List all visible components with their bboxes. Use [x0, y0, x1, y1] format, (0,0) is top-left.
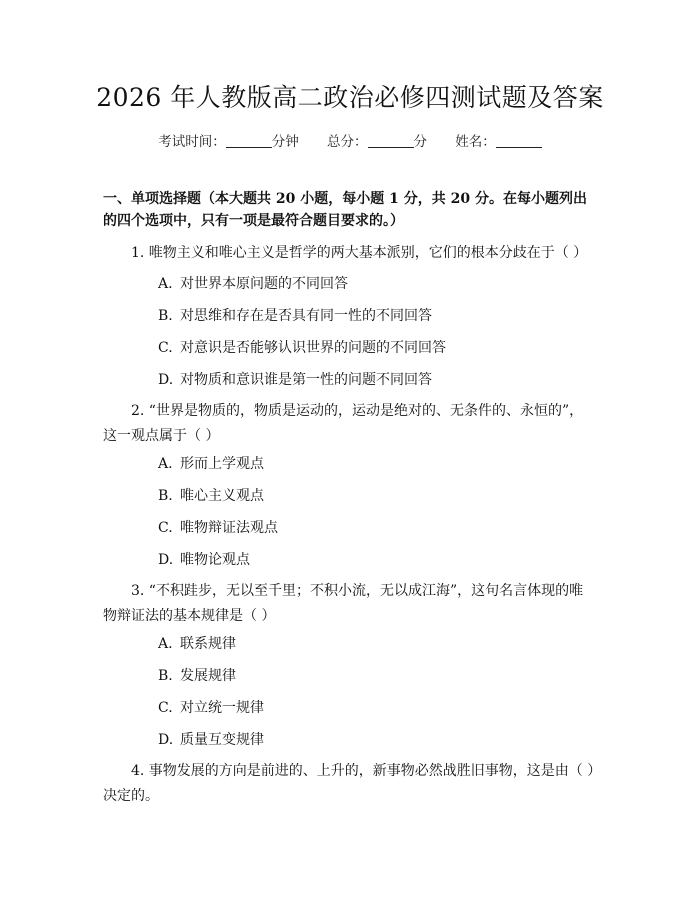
- option-letter: D.: [158, 372, 174, 388]
- option-letter: B.: [158, 488, 173, 504]
- option-text: 发展规律: [180, 668, 236, 684]
- option-1a: [158, 274, 598, 294]
- option-3b: [158, 666, 598, 686]
- option-1b: [158, 306, 598, 326]
- question-stem: 4. 事物发展的方向是前进的、上升的，新事物必然战胜旧事物，这是由（ ）决定的。: [103, 763, 595, 804]
- exam-time-blank: [226, 133, 272, 148]
- total-score-blank: [368, 133, 414, 148]
- option-text: 对意识是否能够认识世界的问题的不同回答: [180, 340, 446, 356]
- option-2a: [158, 454, 598, 474]
- option-text: 唯物论观点: [180, 552, 250, 568]
- option-1c: [158, 338, 598, 358]
- option-3d: [158, 730, 598, 750]
- option-text: 形而上学观点: [180, 456, 264, 472]
- option-letter: C.: [158, 700, 173, 716]
- option-text: 唯心主义观点: [180, 488, 264, 504]
- question-stem: 3. “不积跬步，无以至千里；不积小流，无以成江海”，这句名言体现的唯物辩证法的基本规律是（ ）: [103, 583, 584, 624]
- option-letter: D.: [158, 552, 174, 568]
- option-text: 对立统一规律: [180, 700, 264, 716]
- total-score-unit: 分: [413, 134, 427, 150]
- option-letter: A.: [158, 636, 173, 652]
- option-3c: [158, 698, 598, 718]
- exam-time-label: 考试时间：: [158, 134, 226, 150]
- question-stem: 1. 唯物主义和唯心主义是哲学的两大基本派别，它们的根本分歧在于（ ）: [131, 245, 588, 261]
- question-stem: 2. “世界是物质的，物质是运动的，运动是绝对的、无条件的、永恒的”，这一观点属于（ ）: [103, 403, 584, 444]
- option-text: 对思维和存在是否具有同一性的不同回答: [180, 308, 432, 324]
- total-score-field: [327, 132, 427, 152]
- option-letter: C.: [158, 340, 173, 356]
- option-text: 对世界本原问题的不同回答: [180, 276, 348, 292]
- exam-info-line: [0, 132, 700, 152]
- option-letter: B.: [158, 308, 173, 324]
- section-heading: 一、单项选择题（本大题共 20 小题，每小题 1 分，共 20 分。在每小题列出的四个选项中，只有一项是最符合题目要求的。）: [103, 191, 587, 229]
- option-letter: A.: [158, 456, 173, 472]
- question-2: [103, 399, 597, 449]
- option-text: 联系规律: [180, 636, 236, 652]
- exam-time-field: [158, 132, 299, 152]
- option-text: 对物质和意识谁是第一性的问题不同回答: [180, 372, 432, 388]
- total-score-label: 总分：: [327, 134, 368, 150]
- question-4: [103, 759, 597, 809]
- option-text: 唯物辩证法观点: [180, 520, 278, 536]
- document-title: 2026 年人教版高二政治必修四测试题及答案: [96, 83, 604, 112]
- option-2c: [158, 518, 598, 538]
- question-3: [103, 579, 597, 629]
- exam-time-unit: 分钟: [271, 134, 299, 150]
- option-2b: [158, 486, 598, 506]
- option-1d: [158, 370, 598, 390]
- option-letter: C.: [158, 520, 173, 536]
- option-2d: [158, 550, 598, 570]
- student-name-label: 姓名：: [455, 134, 496, 150]
- option-letter: D.: [158, 732, 174, 748]
- option-3a: [158, 634, 598, 654]
- question-1: [103, 241, 597, 266]
- option-letter: A.: [158, 276, 173, 292]
- option-letter: B.: [158, 668, 173, 684]
- student-name-blank: [496, 133, 542, 148]
- option-text: 质量互变规律: [180, 732, 264, 748]
- student-name-field: [455, 132, 542, 152]
